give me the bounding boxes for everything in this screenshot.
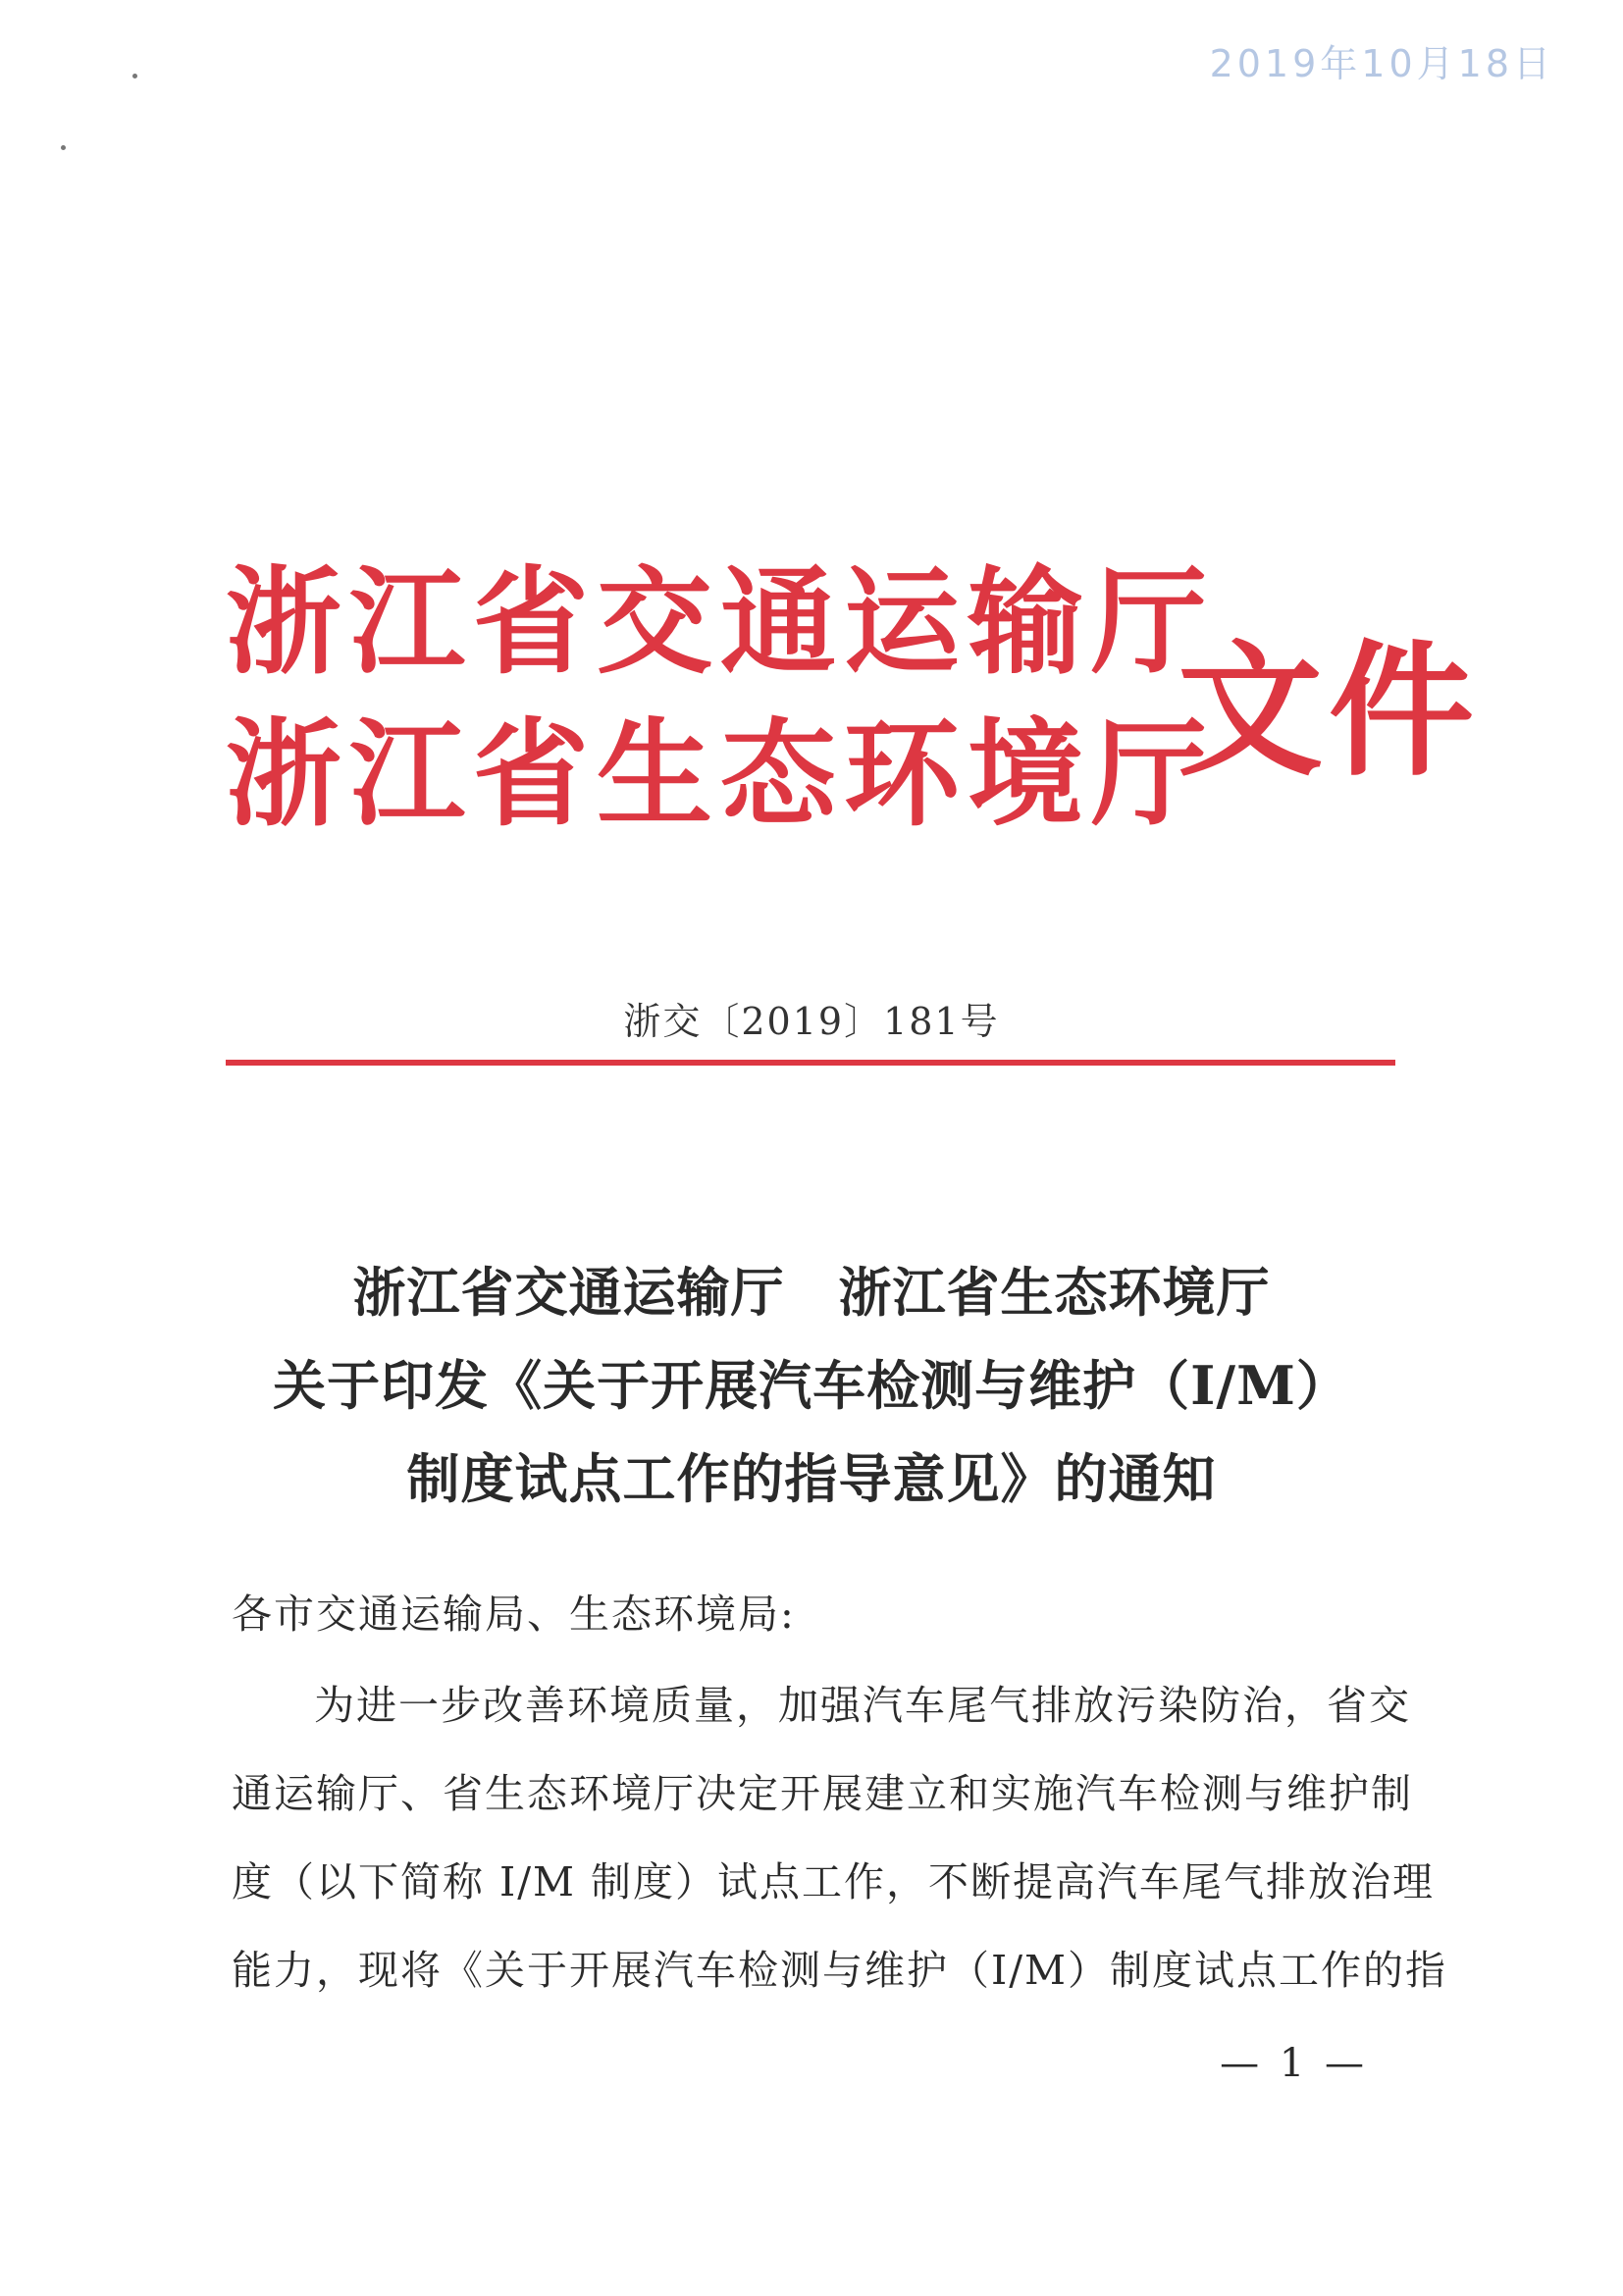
salutation: 各市交通运输局、生态环境局: [232, 1591, 796, 1638]
agency-name-environment: 浙江省生态环境厅 [226, 705, 1216, 842]
received-date-stamp: 2019年10月18日 [1209, 42, 1554, 85]
body-paragraph-line: 通运输厅、省生态环境厅决定开展建立和实施汽车检测与维护制 [232, 1770, 1413, 1817]
scan-speck [61, 145, 66, 150]
page-number: — 1 — [1220, 2041, 1368, 2086]
document-title-line-3: 制度试点工作的指导意见》的通知 [406, 1447, 1217, 1510]
document-title-line-2: 关于印发《关于开展汽车检测与维护（I/M） [273, 1354, 1350, 1417]
issuing-agencies-header [226, 545, 1480, 868]
body-paragraph-line: 度（以下简称 I/M 制度）试点工作，不断提高汽车尾气排放治理 [232, 1858, 1436, 1905]
document-number: 浙交〔2019〕181号 [623, 1000, 1000, 1043]
body-paragraph-line: 为进一步改善环境质量，加强汽车尾气排放污染防治，省交 [314, 1682, 1411, 1729]
document-label: 文件 [1178, 625, 1480, 796]
scan-speck [132, 74, 137, 78]
agency-name-transport: 浙江省交通运输厅 [226, 553, 1216, 690]
red-divider [226, 1060, 1395, 1066]
document-title-line-1: 浙江省交通运输厅 浙江省生态环境厅 [352, 1261, 1271, 1324]
body-paragraph-line: 能力，现将《关于开展汽车检测与维护（I/M）制度试点工作的指 [232, 1947, 1447, 1994]
